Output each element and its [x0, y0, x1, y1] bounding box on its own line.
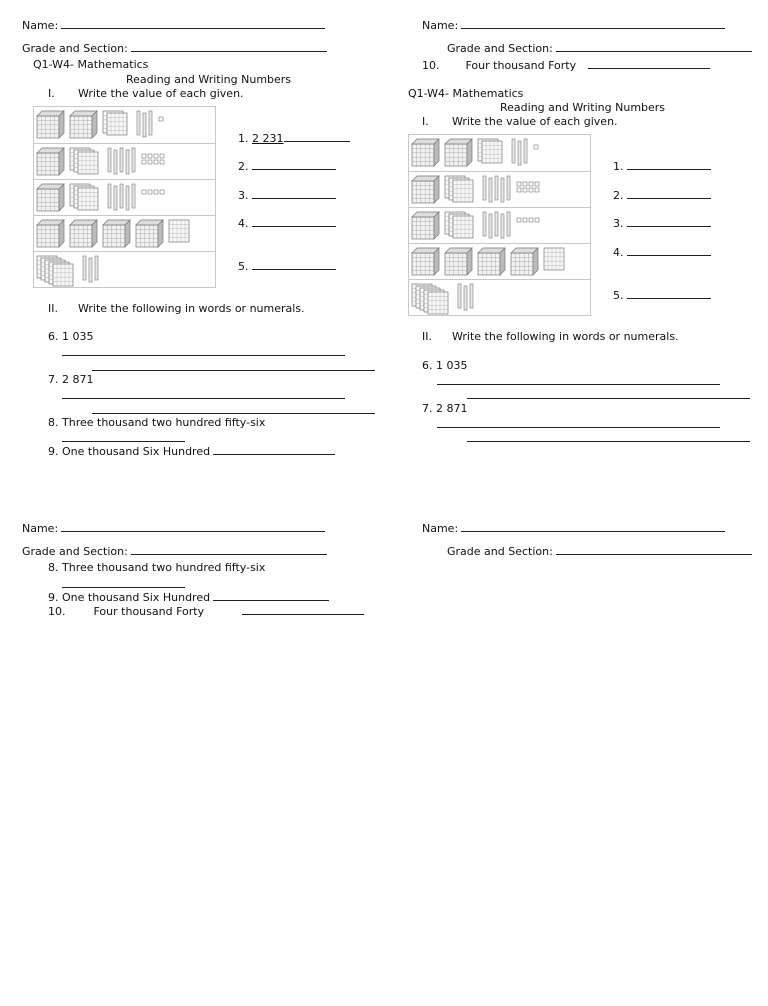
question-7-value: 2 871	[436, 402, 468, 415]
hundred-flat-icon	[169, 220, 189, 242]
hundred-flat-icon	[428, 292, 448, 314]
thousand-cube-icon	[37, 148, 64, 175]
question-10[interactable]: 10. Four thousand Forty	[48, 604, 364, 618]
one-cube-icon	[529, 188, 533, 192]
blocks-row	[34, 107, 215, 143]
name-field[interactable]	[22, 18, 325, 32]
answer-5[interactable]: 5.	[238, 259, 336, 273]
hundred-flat-icon	[107, 113, 127, 135]
part2-instruction: Write the following in words or numerals.	[78, 302, 305, 315]
grade-section-label: Grade and Section:	[22, 42, 128, 55]
ten-rod-icon	[143, 113, 146, 137]
question-9-value: One thousand Six Hundred	[62, 591, 211, 604]
name-field[interactable]	[22, 521, 325, 535]
base-ten-blocks-icon	[409, 280, 590, 316]
name-label: Name:	[422, 19, 459, 32]
grade-section-label: Grade and Section:	[447, 545, 553, 558]
thousand-cube-icon	[511, 248, 538, 275]
answer-line[interactable]	[62, 587, 185, 588]
question-6: 6. 1 035	[48, 330, 94, 343]
answer-line[interactable]	[437, 384, 720, 385]
one-cube-icon	[142, 160, 146, 164]
grade-section-field[interactable]	[447, 41, 752, 55]
one-cube-icon	[159, 117, 163, 121]
question-9[interactable]: 9. One thousand Six Hundred	[48, 590, 329, 604]
blocks-row	[34, 251, 215, 288]
answer-line[interactable]	[467, 398, 750, 399]
lesson-title: Reading and Writing Numbers	[500, 101, 666, 114]
one-cube-icon	[523, 188, 527, 192]
answer-3[interactable]: 3.	[613, 216, 711, 230]
blocks-row	[409, 279, 590, 316]
ten-rod-icon	[126, 150, 129, 174]
ten-rod-icon	[89, 258, 92, 282]
thousand-cube-icon	[478, 248, 505, 275]
lesson-title: Reading and Writing Numbers	[126, 73, 292, 86]
place-value-blocks-table	[33, 106, 216, 288]
one-cube-icon	[529, 218, 533, 222]
thousand-cube-icon	[70, 220, 97, 247]
ten-rod-icon	[108, 184, 111, 208]
question-10-value: Four thousand Forty	[465, 59, 577, 72]
part2-number: II.	[48, 302, 58, 315]
name-label: Name:	[22, 19, 59, 32]
ten-rod-icon	[458, 284, 461, 308]
question-10[interactable]: 10. Four thousand Forty	[422, 58, 710, 72]
ten-rod-icon	[114, 186, 117, 210]
ten-rod-icon	[132, 184, 135, 208]
one-cube-icon	[160, 160, 164, 164]
grade-section-label: Grade and Section:	[22, 545, 128, 558]
one-cube-icon	[142, 190, 146, 194]
course-title: Q1-W4- Mathematics	[33, 58, 149, 71]
base-ten-blocks-icon	[409, 172, 590, 208]
answer-4[interactable]: 4.	[238, 216, 336, 230]
answer-line[interactable]	[437, 427, 720, 428]
name-field[interactable]	[422, 18, 725, 32]
one-cube-icon	[535, 218, 539, 222]
part1-number: I.	[48, 87, 55, 100]
one-cube-icon	[160, 190, 164, 194]
thousand-cube-icon	[37, 220, 64, 247]
thousand-cube-icon	[412, 176, 439, 203]
grade-section-label: Grade and Section:	[447, 42, 553, 55]
ten-rod-icon	[132, 148, 135, 172]
question-8-value: Three thousand two hundred fifty-six	[62, 561, 266, 574]
ten-rod-icon	[120, 148, 123, 172]
question-8: 8. Three thousand two hundred fifty-six	[48, 416, 266, 429]
ten-rod-icon	[495, 176, 498, 200]
grade-section-field[interactable]	[22, 544, 327, 558]
base-ten-blocks-icon	[409, 208, 590, 244]
thousand-cube-icon	[445, 248, 472, 275]
one-cube-icon	[534, 145, 538, 149]
question-6-value: 1 035	[62, 330, 94, 343]
base-ten-blocks-icon	[34, 107, 215, 143]
ten-rod-icon	[518, 141, 521, 165]
ten-rod-icon	[489, 214, 492, 238]
one-cube-icon	[517, 182, 521, 186]
answer-line[interactable]	[62, 355, 345, 356]
one-cube-icon	[148, 190, 152, 194]
answer-2[interactable]: 2.	[613, 188, 711, 202]
grade-section-field[interactable]	[447, 544, 752, 558]
name-label: Name:	[422, 522, 459, 535]
question-9[interactable]: 9. One thousand Six Hundred	[48, 444, 335, 458]
answer-5[interactable]: 5.	[613, 288, 711, 302]
question-10-value: Four thousand Forty	[93, 605, 205, 618]
ten-rod-icon	[483, 176, 486, 200]
question-7: 7. 2 871	[422, 402, 468, 415]
one-cube-icon	[142, 154, 146, 158]
hundred-flat-icon	[78, 188, 98, 210]
thousand-cube-icon	[412, 212, 439, 239]
one-cube-icon	[154, 160, 158, 164]
one-cube-icon	[523, 182, 527, 186]
part1-instruction: Write the value of each given.	[78, 87, 244, 100]
part2-number: II.	[422, 330, 432, 343]
thousand-cube-icon	[70, 111, 97, 138]
grade-section-field[interactable]	[22, 41, 327, 55]
base-ten-blocks-icon	[34, 216, 215, 252]
question-8: 8. Three thousand two hundred fifty-six	[48, 561, 266, 574]
answer-line[interactable]	[62, 441, 185, 442]
ten-rod-icon	[126, 186, 129, 210]
name-field[interactable]	[422, 521, 725, 535]
one-cube-icon	[148, 160, 152, 164]
one-cube-icon	[148, 154, 152, 158]
thousand-cube-icon	[37, 184, 64, 211]
ten-rod-icon	[507, 176, 510, 200]
answer-line[interactable]	[92, 370, 375, 371]
hundred-flat-icon	[78, 152, 98, 174]
blocks-row	[409, 135, 590, 171]
ten-rod-icon	[114, 150, 117, 174]
answer-line[interactable]	[467, 441, 750, 442]
ten-rod-icon	[524, 139, 527, 163]
hundred-flat-icon	[482, 141, 502, 163]
ten-rod-icon	[489, 178, 492, 202]
place-value-blocks-table	[408, 134, 591, 316]
base-ten-blocks-icon	[34, 252, 215, 288]
hundred-flat-icon	[453, 180, 473, 202]
base-ten-blocks-icon	[34, 144, 215, 180]
one-cube-icon	[535, 188, 539, 192]
answer-line[interactable]	[62, 398, 345, 399]
ten-rod-icon	[483, 212, 486, 236]
base-ten-blocks-icon	[409, 244, 590, 280]
answer-1[interactable]: 1. 2 231	[238, 131, 350, 145]
one-cube-icon	[154, 190, 158, 194]
blocks-row	[34, 143, 215, 180]
blocks-row	[409, 207, 590, 244]
ten-rod-icon	[501, 214, 504, 238]
one-cube-icon	[529, 182, 533, 186]
part2-instruction: Write the following in words or numerals.	[452, 330, 679, 343]
answer-1[interactable]: 1.	[613, 159, 711, 173]
ten-rod-icon	[470, 284, 473, 308]
thousand-cube-icon	[412, 139, 439, 166]
thousand-cube-icon	[445, 139, 472, 166]
ten-rod-icon	[120, 184, 123, 208]
answer-line[interactable]	[92, 413, 375, 414]
blocks-row	[34, 179, 215, 216]
one-cube-icon	[535, 182, 539, 186]
question-6: 6. 1 035	[422, 359, 468, 372]
thousand-cube-icon	[136, 220, 163, 247]
one-cube-icon	[517, 188, 521, 192]
name-label: Name:	[22, 522, 59, 535]
hundred-flat-icon	[453, 216, 473, 238]
answer-1-value: 2 231	[252, 132, 284, 145]
ten-rod-icon	[501, 178, 504, 202]
ten-rod-icon	[507, 212, 510, 236]
question-6-value: 1 035	[436, 359, 468, 372]
answer-4[interactable]: 4.	[613, 245, 711, 259]
ten-rod-icon	[495, 212, 498, 236]
part1-instruction: Write the value of each given.	[452, 115, 618, 128]
question-7-value: 2 871	[62, 373, 94, 386]
thousand-cube-icon	[412, 248, 439, 275]
blocks-row	[34, 215, 215, 252]
one-cube-icon	[523, 218, 527, 222]
blocks-row	[409, 243, 590, 280]
base-ten-blocks-icon	[409, 135, 590, 171]
ten-rod-icon	[108, 148, 111, 172]
thousand-cube-icon	[37, 111, 64, 138]
ten-rod-icon	[95, 256, 98, 280]
question-9-value: One thousand Six Hundred	[62, 445, 211, 458]
one-cube-icon	[517, 218, 521, 222]
one-cube-icon	[160, 154, 164, 158]
one-cube-icon	[154, 154, 158, 158]
ten-rod-icon	[149, 111, 152, 135]
blocks-row	[409, 171, 590, 208]
thousand-cube-icon	[103, 220, 130, 247]
ten-rod-icon	[464, 286, 467, 310]
answer-3[interactable]: 3.	[238, 188, 336, 202]
question-7: 7. 2 871	[48, 373, 94, 386]
ten-rod-icon	[512, 139, 515, 163]
hundred-flat-icon	[53, 264, 73, 286]
part1-number: I.	[422, 115, 429, 128]
ten-rod-icon	[137, 111, 140, 135]
answer-2[interactable]: 2.	[238, 159, 336, 173]
ten-rod-icon	[83, 256, 86, 280]
course-title: Q1-W4- Mathematics	[408, 87, 524, 100]
question-8-value: Three thousand two hundred fifty-six	[62, 416, 266, 429]
hundred-flat-icon	[544, 248, 564, 270]
base-ten-blocks-icon	[34, 180, 215, 216]
